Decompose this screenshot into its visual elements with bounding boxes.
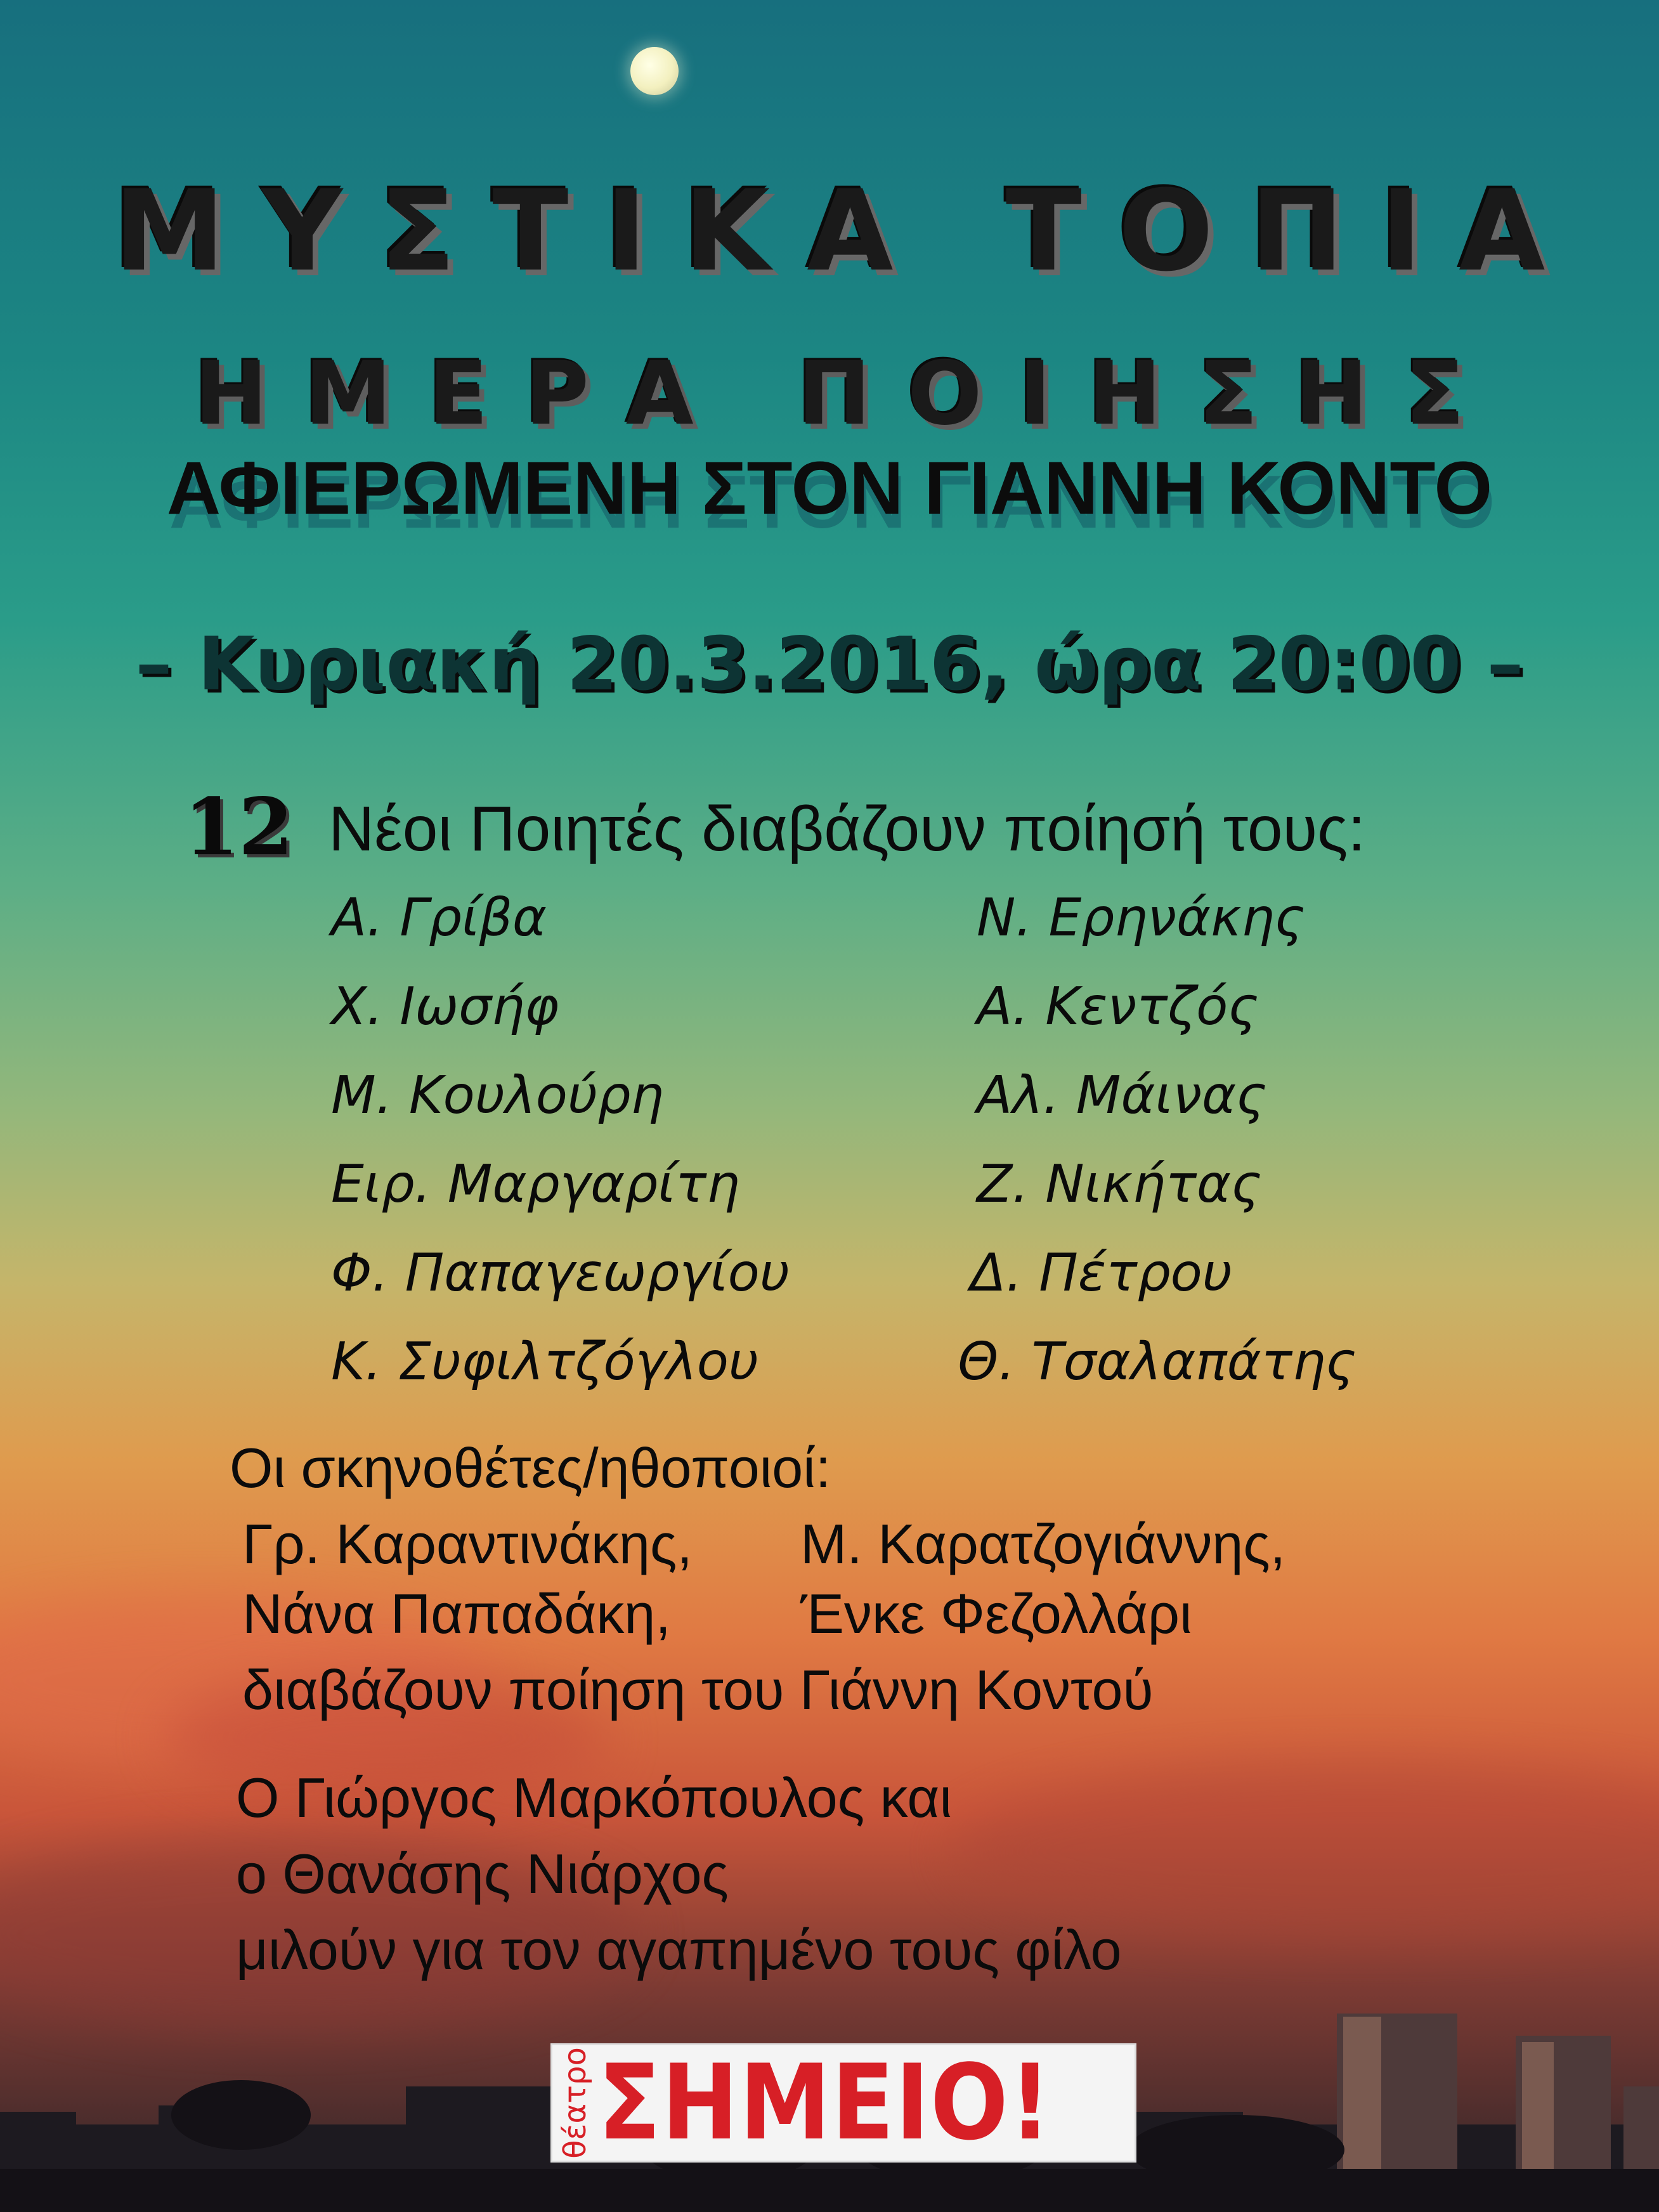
director-name: Γρ. Καραντινάκης, [242, 1513, 693, 1575]
event-date-time: – Κυριακή 20.3.2016, ώρα 20:00 – [135, 621, 1524, 707]
directors-reading-text: διαβάζουν ποίηση του Γιάννη Κοντού [242, 1658, 1154, 1721]
director-name: Νάνα Παπαδάκη, [242, 1582, 671, 1645]
logo-main-text: ΣΗΜΕΙΟ! [598, 2042, 1053, 2163]
poet-name: Ν. Ερηνάκης [977, 888, 1305, 948]
dedication-text: ΑΦΙΕΡΩΜΕΝΗ ΣΤΟΝ ΓΙΑΝΝΗ ΚΟΝΤΟ [166, 446, 1493, 530]
directors-heading: Οι σκηνοθέτες/ηθοποιοί: [230, 1436, 831, 1499]
poet-name: Α. Γρίβα [331, 888, 547, 948]
poet-name: Ζ. Νικήτας [977, 1154, 1262, 1214]
theatre-logo [550, 2043, 1136, 2163]
poet-name: Δ. Πέτρου [970, 1243, 1233, 1303]
logo-small-text [552, 2045, 598, 2161]
friends-text-line: Ο Γιώργος Μαρκόπουλος και [236, 1766, 952, 1829]
director-name: Ένκε Φεζολλάρι [800, 1582, 1192, 1645]
moon-image [630, 47, 679, 95]
friends-text-line: ο Θανάσης Νιάρχος [236, 1842, 729, 1905]
friends-text-line: μιλούν για τον αγαπημένο τους φίλο [236, 1918, 1122, 1981]
poet-name: Χ. Ιωσήφ [331, 977, 559, 1037]
poet-name: Κ. Συφιλτζόγλου [331, 1332, 759, 1392]
poet-name: Μ. Κουλούρη [331, 1065, 664, 1126]
director-name: Μ. Καρατζογιάννης, [800, 1513, 1286, 1575]
poets-count: 12 [184, 781, 294, 873]
poet-name: Α. Κεντζός [977, 977, 1259, 1037]
cloud [951, 1763, 1659, 1941]
poet-name: Φ. Παπαγεωργίου [331, 1243, 790, 1303]
poet-name: Θ. Τσαλαπάτης [958, 1332, 1356, 1392]
poster-subtitle: ΗΜΕΡΑ ΠΟΙΗΣΗΣ [194, 342, 1502, 445]
logo-small-label: θέατρο [557, 2047, 593, 2159]
poster-title: ΜΥΣΤΙΚΑ ΤΟΠΙΑ [114, 166, 1582, 296]
poet-name: Αλ. Μάινας [977, 1065, 1267, 1126]
poet-name: Ειρ. Μαργαρίτη [331, 1154, 740, 1214]
poets-heading: Νέοι Ποιητές διαβάζουν ποίησή τους: [329, 793, 1366, 864]
